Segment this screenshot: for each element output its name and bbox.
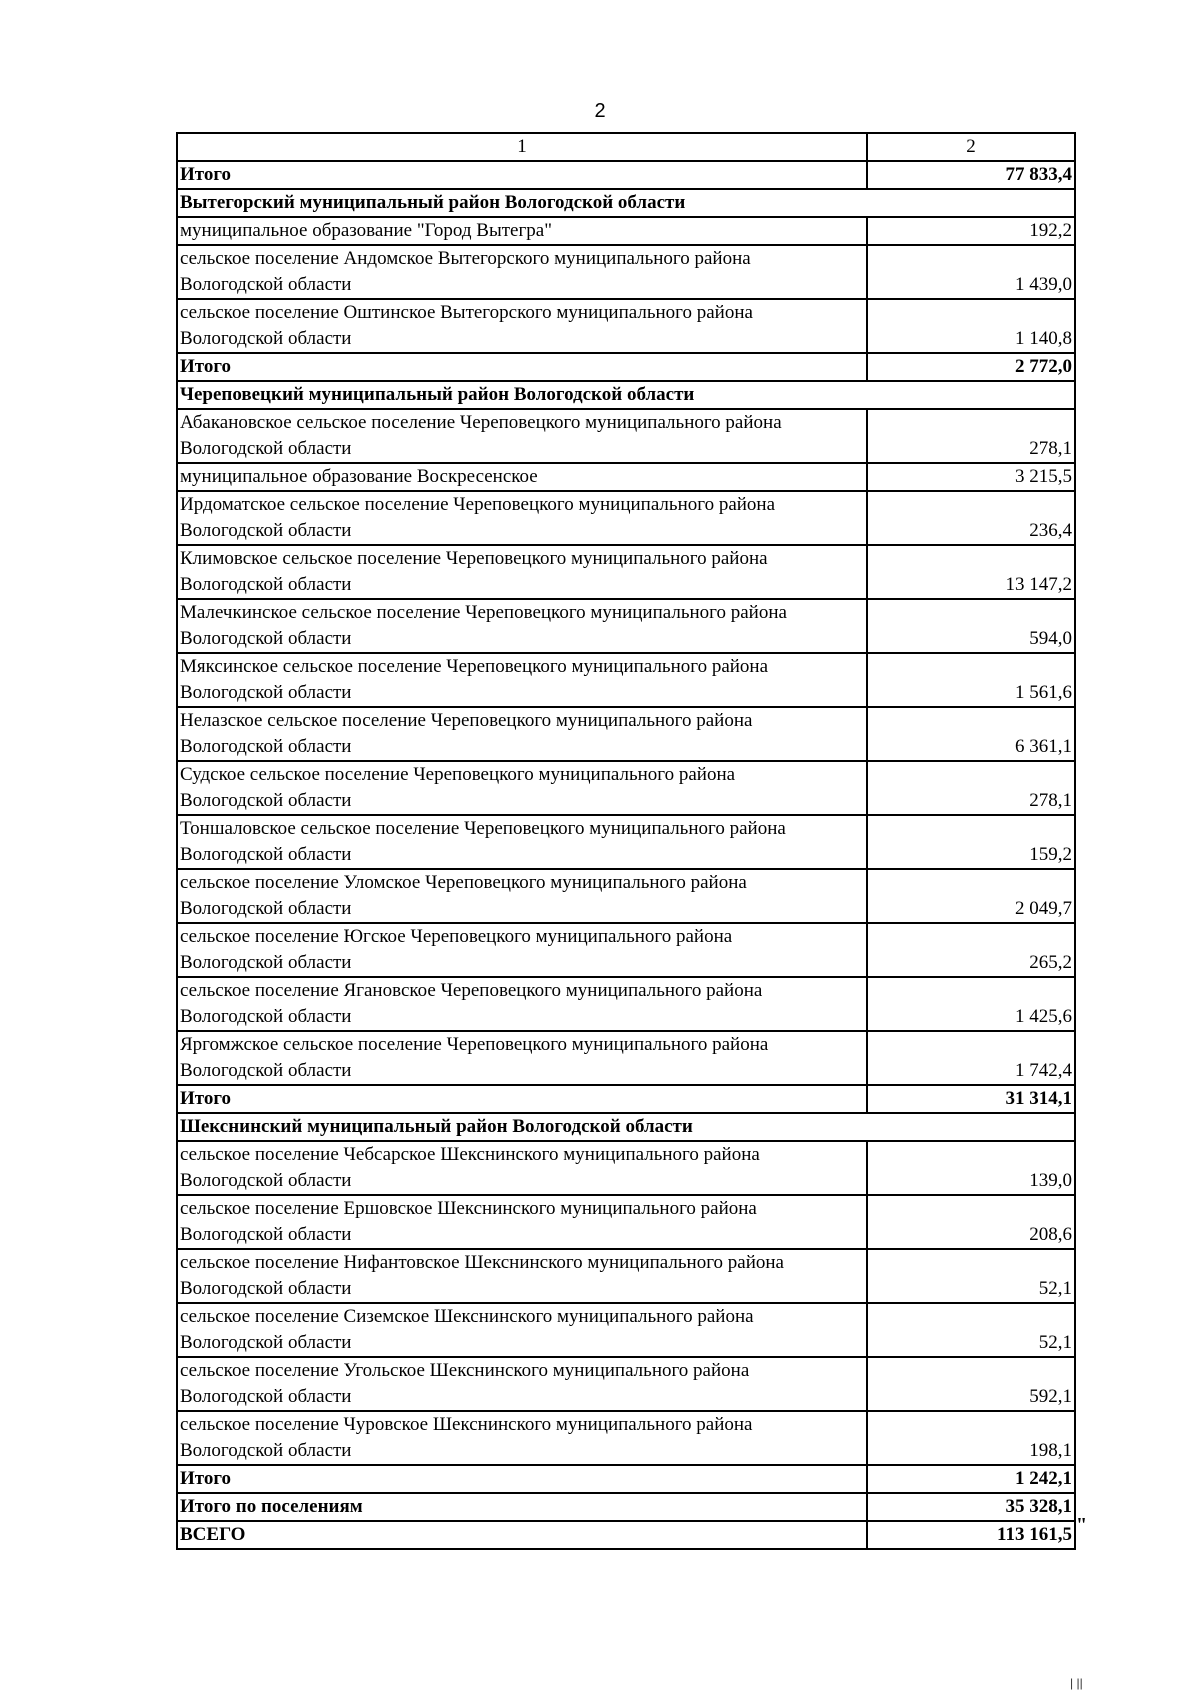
row-name: сельское поселение Югское Череповецкого муниципального района xyxy=(180,926,733,947)
row-name-cell xyxy=(177,707,867,761)
table-row xyxy=(177,491,1075,545)
row-name: Ирдоматское сельское поселение Череповецкого муниципального района xyxy=(180,494,776,515)
total-row xyxy=(177,1465,1075,1493)
row-name-cell xyxy=(177,761,867,815)
table-row xyxy=(177,599,1075,653)
row-name-cell xyxy=(177,923,867,977)
row-name: Яргомжское сельское поселение Череповецкого муниципального района xyxy=(180,1034,769,1055)
row-name-line-2: Вологодской области xyxy=(180,844,352,865)
table-row xyxy=(177,545,1075,599)
row-name: Итого xyxy=(180,356,232,377)
row-name: сельское поселение Чуровское Шекснинского муниципального района xyxy=(180,1414,753,1435)
row-name-line-2: Вологодской области xyxy=(180,1440,352,1461)
total-row xyxy=(177,161,1075,189)
table-row xyxy=(177,977,1075,1031)
table-row xyxy=(177,869,1075,923)
row-name-cell xyxy=(177,353,867,381)
row-name: Мяксинское сельское поселение Череповецкого муниципального района xyxy=(180,656,769,677)
row-value: 208,6 xyxy=(867,1195,1075,1249)
row-value: 113 161,5 xyxy=(867,1521,1075,1549)
row-name: Тоншаловское сельское поселение Череповецкого муниципального района xyxy=(180,818,786,839)
closing-quote-mark: " xyxy=(1076,1514,1088,1536)
table-row xyxy=(177,1141,1075,1195)
margin-mark: | || xyxy=(1070,1676,1083,1690)
row-value: 192,2 xyxy=(867,217,1075,245)
table-row xyxy=(177,923,1075,977)
table-row xyxy=(177,815,1075,869)
row-name-cell xyxy=(177,1357,867,1411)
row-name-cell xyxy=(177,545,867,599)
settlements-table xyxy=(176,132,1076,1550)
row-value: 35 328,1 xyxy=(867,1493,1075,1521)
row-name: Климовское сельское поселение Череповецкого муниципального района xyxy=(180,548,768,569)
row-name-line-2: Вологодской области xyxy=(180,274,352,295)
section-title: Шекснинский муниципальный район Вологодской области xyxy=(177,1113,1075,1141)
row-name-line-2: Вологодской области xyxy=(180,1224,352,1245)
total-row xyxy=(177,353,1075,381)
row-name-cell xyxy=(177,977,867,1031)
row-name-cell xyxy=(177,1031,867,1085)
row-name-cell xyxy=(177,599,867,653)
row-name-line-2: Вологодской области xyxy=(180,438,352,459)
row-name-line-2: Вологодской области xyxy=(180,520,352,541)
row-value: 77 833,4 xyxy=(867,161,1075,189)
row-value: 6 361,1 xyxy=(867,707,1075,761)
row-name-cell xyxy=(177,1411,867,1465)
row-name-line-2: Вологодской области xyxy=(180,952,352,973)
row-name-line-2: Вологодской области xyxy=(180,1386,352,1407)
row-name: сельское поселение Ягановское Череповецкого муниципального района xyxy=(180,980,763,1001)
row-name-cell xyxy=(177,1465,867,1493)
row-value: 31 314,1 xyxy=(867,1085,1075,1113)
table-row xyxy=(177,1411,1075,1465)
row-value: 278,1 xyxy=(867,761,1075,815)
table-row xyxy=(177,1249,1075,1303)
row-name: Абакановское сельское поселение Череповецкого муниципального района xyxy=(180,412,782,433)
total-row xyxy=(177,1493,1075,1521)
table-header-row xyxy=(177,133,1075,161)
table-row xyxy=(177,245,1075,299)
row-name-cell xyxy=(177,1249,867,1303)
table-row xyxy=(177,1195,1075,1249)
table-row xyxy=(177,299,1075,353)
row-value: 1 425,6 xyxy=(867,977,1075,1031)
row-value: 1 561,6 xyxy=(867,653,1075,707)
row-name: муниципальное образование "Город Вытегра" xyxy=(180,220,552,241)
row-value: 198,1 xyxy=(867,1411,1075,1465)
row-name-line-2: Вологодской области xyxy=(180,898,352,919)
row-value: 2 772,0 xyxy=(867,353,1075,381)
row-value: 594,0 xyxy=(867,599,1075,653)
section-title: Череповецкий муниципальный район Вологодской области xyxy=(177,381,1075,409)
table-row xyxy=(177,707,1075,761)
row-name-line-2: Вологодской области xyxy=(180,790,352,811)
table-row xyxy=(177,653,1075,707)
page-number: 2 xyxy=(594,100,606,122)
row-name: Итого по поселениям xyxy=(180,1496,363,1517)
row-name-line-2: Вологодской области xyxy=(180,628,352,649)
row-name-cell xyxy=(177,217,867,245)
row-name-cell xyxy=(177,1085,867,1113)
row-name-line-2: Вологодской области xyxy=(180,736,352,757)
row-value: 3 215,5 xyxy=(867,463,1075,491)
table-row xyxy=(177,463,1075,491)
header-col-1: 1 xyxy=(177,133,867,161)
row-name-cell xyxy=(177,409,867,463)
row-name: сельское поселение Оштинское Вытегорского муниципального района xyxy=(180,302,753,323)
row-value: 236,4 xyxy=(867,491,1075,545)
row-value: 13 147,2 xyxy=(867,545,1075,599)
row-name: сельское поселение Уломское Череповецкого муниципального района xyxy=(180,872,747,893)
row-name-cell xyxy=(177,1195,867,1249)
row-name: Итого xyxy=(180,1468,232,1489)
row-name-line-2: Вологодской области xyxy=(180,1060,352,1081)
row-name-cell xyxy=(177,245,867,299)
row-name: сельское поселение Угольское Шекснинского муниципального района xyxy=(180,1360,750,1381)
row-name-line-2: Вологодской области xyxy=(180,1006,352,1027)
row-name-line-2: Вологодской области xyxy=(180,1278,352,1299)
row-name: Малечкинское сельское поселение Череповецкого муниципального района xyxy=(180,602,787,623)
row-name: сельское поселение Нифантовское Шекснинского муниципального района xyxy=(180,1252,784,1273)
section-row xyxy=(177,381,1075,409)
row-value: 52,1 xyxy=(867,1303,1075,1357)
row-name: Судское сельское поселение Череповецкого муниципального района xyxy=(180,764,736,785)
section-row xyxy=(177,1113,1075,1141)
section-title: Вытегорский муниципальный район Вологодской области xyxy=(177,189,1075,217)
row-name-line-2: Вологодской области xyxy=(180,682,352,703)
row-value: 1 439,0 xyxy=(867,245,1075,299)
header-col-2: 2 xyxy=(867,133,1075,161)
row-name-cell xyxy=(177,1493,867,1521)
total-row xyxy=(177,1085,1075,1113)
total-row xyxy=(177,1521,1075,1549)
row-name: сельское поселение Сиземское Шекснинского муниципального района xyxy=(180,1306,754,1327)
row-name: муниципальное образование Воскресенское xyxy=(180,466,538,487)
row-name: Итого xyxy=(180,164,232,185)
row-value: 139,0 xyxy=(867,1141,1075,1195)
row-value: 2 049,7 xyxy=(867,869,1075,923)
row-name-cell xyxy=(177,463,867,491)
row-name-cell xyxy=(177,653,867,707)
row-name: сельское поселение Чебсарское Шекснинского муниципального района xyxy=(180,1144,760,1165)
row-name-cell xyxy=(177,1303,867,1357)
row-name: сельское поселение Андомское Вытегорского муниципального района xyxy=(180,248,751,269)
row-name: Итого xyxy=(180,1088,232,1109)
row-name-cell xyxy=(177,299,867,353)
table-row xyxy=(177,1031,1075,1085)
row-name-cell xyxy=(177,1521,867,1549)
row-value: 1 242,1 xyxy=(867,1465,1075,1493)
row-name-cell xyxy=(177,161,867,189)
row-value: 159,2 xyxy=(867,815,1075,869)
row-name-line-2: Вологодской области xyxy=(180,1170,352,1191)
table-row xyxy=(177,1357,1075,1411)
table-row xyxy=(177,761,1075,815)
row-value: 52,1 xyxy=(867,1249,1075,1303)
table-row xyxy=(177,1303,1075,1357)
row-value: 265,2 xyxy=(867,923,1075,977)
row-name-cell xyxy=(177,491,867,545)
row-name-cell xyxy=(177,815,867,869)
row-name-line-2: Вологодской области xyxy=(180,328,352,349)
row-name-cell xyxy=(177,1141,867,1195)
row-name: сельское поселение Ершовское Шекснинского муниципального района xyxy=(180,1198,757,1219)
table-body xyxy=(177,133,1075,1549)
table-row xyxy=(177,409,1075,463)
row-name-line-2: Вологодской области xyxy=(180,1332,352,1353)
row-value: 1 742,4 xyxy=(867,1031,1075,1085)
section-row xyxy=(177,189,1075,217)
row-name-line-2: Вологодской области xyxy=(180,574,352,595)
row-name: Нелазское сельское поселение Череповецкого муниципального района xyxy=(180,710,753,731)
row-value: 1 140,8 xyxy=(867,299,1075,353)
row-name-cell xyxy=(177,869,867,923)
row-name: ВСЕГО xyxy=(180,1524,246,1545)
table-row xyxy=(177,217,1075,245)
row-value: 278,1 xyxy=(867,409,1075,463)
row-value: 592,1 xyxy=(867,1357,1075,1411)
